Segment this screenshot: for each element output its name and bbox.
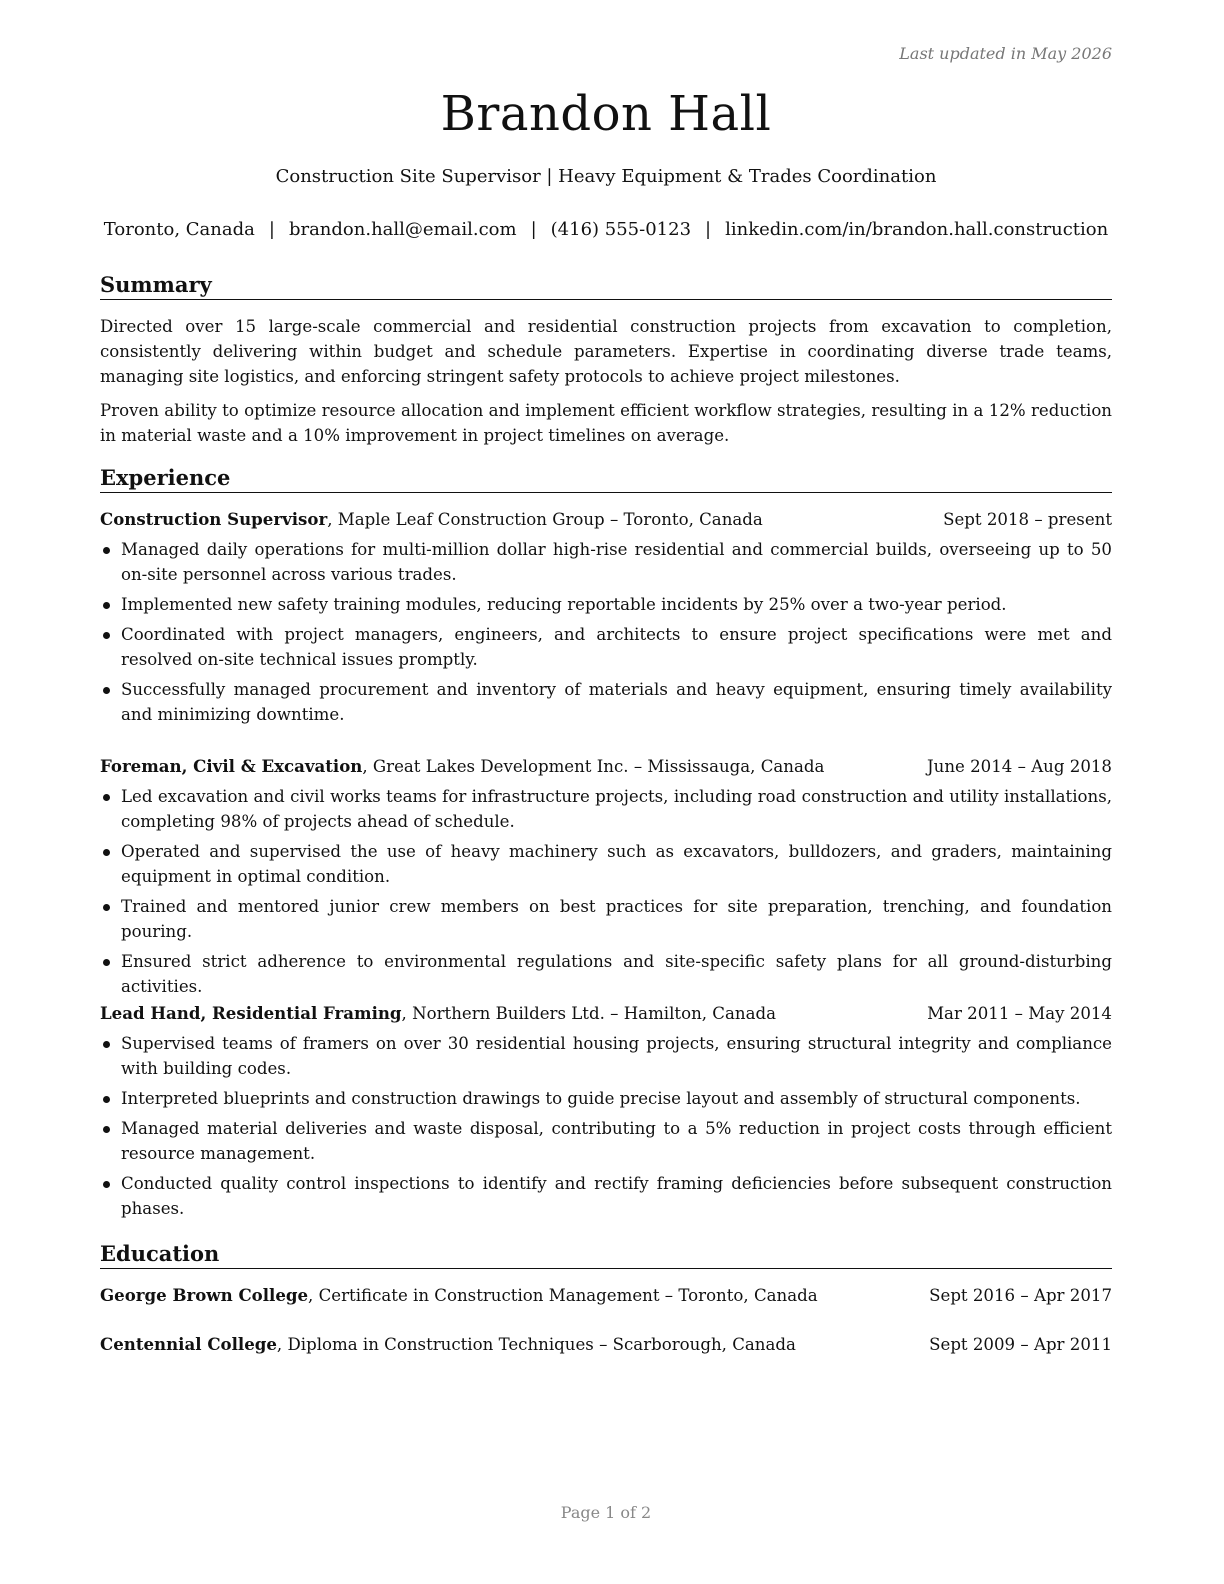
job-dates: Mar 2011 – May 2014 [927,1004,1112,1023]
job-bullet [100,537,1112,587]
candidate-name: Brandon Hall [440,86,772,142]
contact-location: Toronto, Canada [103,219,255,240]
job-bullet [100,839,1112,889]
job-bullet-list [100,784,1112,1004]
summary-paragraph: Proven ability to optimize resource allocation and implement efficient workflow strategies, resulting in a 12% reduction in material waste and a 10% improvement in project timelines on average. [100,401,1112,445]
bullet-icon [103,1096,110,1103]
education-dates: Sept 2016 – Apr 2017 [929,1286,1112,1305]
last-updated-note: Last updated in May 2026 [899,44,1112,63]
job-bullet-text: Conducted quality control inspections to identify and rectify framing deficiencies before subsequent construction phases. [121,1174,1112,1218]
job-bullet [100,592,1112,617]
bullet-icon [103,602,110,609]
section-title-summary: Summary [100,272,1112,300]
job-bullet-text: Trained and mentored junior crew members on best practices for site preparation, trenching, and foundation pouring. [121,897,1112,941]
job-title: Foreman, Civil & Excavation [100,756,363,776]
bullet-icon [103,959,110,966]
bullet-icon [103,849,110,856]
job-bullet-text: Implemented new safety training modules, reducing reportable incidents by 25% over a two-year period. [121,595,1007,614]
education-entry [100,1283,1112,1308]
job-bullet [100,949,1112,999]
contact-email[interactable]: brandon.hall@email.com [288,219,517,240]
job-bullet [100,677,1112,727]
job-bullet [100,1031,1112,1081]
job-bullet-list [100,1031,1112,1226]
section-title-education: Education [100,1241,1112,1269]
job-bullet-text: Managed daily operations for multi-million dollar high-rise residential and commercial builds, overseeing up to 50 on-site personnel across various trades. [121,540,1112,584]
bullet-icon [103,904,110,911]
job-header [100,754,1112,779]
contact-separator: | [705,219,712,240]
job-employer: , Great Lakes Development Inc. – Mississauga, Canada [362,757,825,776]
job-bullet-text: Interpreted blueprints and construction drawings to guide precise layout and assembly of structural components. [121,1089,1081,1108]
job-bullet-text: Operated and supervised the use of heavy machinery such as excavators, bulldozers, and graders, maintaining equipment in optimal condition. [121,842,1112,886]
job-bullet-text: Successfully managed procurement and inventory of materials and heavy equipment, ensuring timely availability and minimizing downtime. [121,680,1112,724]
job-bullet-text: Managed material deliveries and waste disposal, contributing to a 5% reduction in project costs through efficient resource management. [121,1119,1112,1163]
job-bullet-text: Led excavation and civil works teams for infrastructure projects, including road construction and utility installations, completing 98% of projects ahead of schedule. [121,787,1112,831]
resume-page [100,0,1112,1584]
job-bullet [100,784,1112,834]
school-name: Centennial College [100,1334,277,1354]
job-dates: Sept 2018 – present [943,510,1112,529]
section-title-experience: Experience [100,465,1112,493]
education-entry [100,1332,1112,1357]
contact-separator: | [268,219,275,240]
job-dates: June 2014 – Aug 2018 [927,757,1112,776]
contact-separator: | [530,219,537,240]
job-header [100,507,1112,532]
bullet-icon [103,1126,110,1133]
contact-phone[interactable]: (416) 555-0123 [550,219,692,240]
job-title: Lead Hand, Residential Framing [100,1003,402,1023]
job-bullet [100,1171,1112,1221]
job-bullet-text: Coordinated with project managers, engineers, and architects to ensure project specifications were met and resolved on-site technical issues promptly. [121,625,1112,669]
bullet-icon [103,547,110,554]
job-header [100,1001,1112,1026]
page-number: Page 1 of 2 [560,1503,652,1522]
bullet-icon [103,794,110,801]
summary-paragraph: Directed over 15 large-scale commercial and residential construction projects from excavation to completion, consistently delivering within budget and schedule parameters. Expertise in coordinating diverse trade teams, managing site logistics, and enforcing stringent safety protocols to achieve project milestones. [100,317,1112,386]
bullet-icon [103,687,110,694]
education-detail: , Diploma in Construction Techniques – Scarborough, Canada [276,1335,796,1354]
job-bullet-list [100,537,1112,732]
contact-linkedin[interactable]: linkedin.com/in/brandon.hall.construction [725,219,1109,240]
job-bullet-text: Supervised teams of framers on over 30 residential housing projects, ensuring structural integrity and compliance with building codes. [121,1034,1112,1078]
headline: Construction Site Supervisor | Heavy Equipment & Trades Coordination [275,166,937,187]
job-bullet [100,894,1112,944]
school-name: George Brown College [100,1285,309,1305]
education-dates: Sept 2009 – Apr 2011 [929,1335,1112,1354]
job-bullet [100,1086,1112,1111]
bullet-icon [103,1181,110,1188]
education-detail: , Certificate in Construction Management – Toronto, Canada [308,1286,818,1305]
job-employer: , Northern Builders Ltd. – Hamilton, Canada [401,1004,776,1023]
bullet-icon [103,632,110,639]
contact-line [80,219,1132,240]
job-title: Construction Supervisor [100,509,328,529]
job-bullet [100,622,1112,672]
bullet-icon [103,1041,110,1048]
job-employer: , Maple Leaf Construction Group – Toronto, Canada [327,510,763,529]
job-bullet-text: Ensured strict adherence to environmental regulations and site-specific safety plans for all ground-disturbing activities. [121,952,1112,996]
job-bullet [100,1116,1112,1166]
